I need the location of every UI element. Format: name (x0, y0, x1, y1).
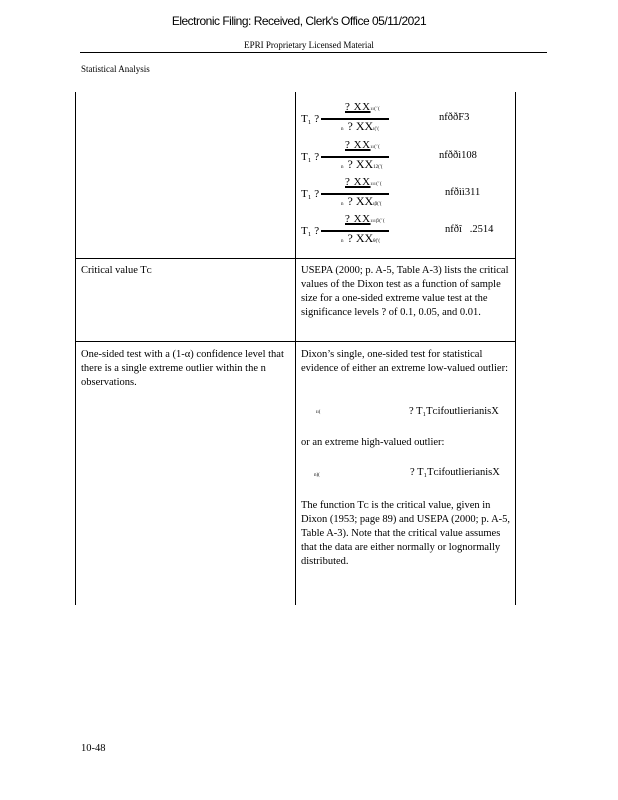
equation-lhs: T₁ ? (301, 188, 320, 200)
row-divider-1 (75, 258, 516, 259)
equation-result: nfðî .2514 (445, 224, 494, 235)
equation-lhs: T₁ ? (301, 225, 320, 237)
equation-numerator: ? XXıııβ(′( (345, 213, 386, 225)
ratio-equation-3 (301, 176, 511, 212)
equation-numerator: ? XXıı(′( (345, 139, 381, 151)
equation-denominator: n ? XX12(′( (341, 157, 383, 171)
table-left-border (75, 92, 76, 605)
equation-lhs: T₁ ? (301, 151, 320, 163)
equation-denominator: n ? XXθ(′( (341, 231, 380, 245)
high-outlier-formula-subscript: n)( (314, 473, 320, 478)
high-outlier-formula: ? T₁TᴄifoutlierianisX (410, 467, 500, 478)
critical-value-label: Critical value Tᴄ (81, 265, 152, 276)
equation-denominator: n ? XXı(′( (341, 119, 379, 133)
low-outlier-formula-subscript: ıı( (316, 410, 321, 415)
one-sided-test-intro: Dixon’s single, one-sided test for statistical evidence of either an extreme low-valued outlier: (301, 349, 508, 374)
one-sided-test-label: One-sided test with a (1-α) confidence level that there is a single extreme outlier within the n observations. (81, 349, 284, 388)
equation-result: nfððì108 (439, 150, 477, 161)
confidentiality-line: EPRI Proprietary Licensed Material (244, 40, 374, 50)
header-rule (80, 52, 547, 53)
row-divider-2 (75, 341, 516, 342)
filing-stamp: Electronic Filing: Received, Clerk's Office 05/11/2021 (171, 14, 427, 28)
section-title: Statistical Analysis (81, 64, 150, 74)
equation-result: nfððF3 (439, 112, 470, 123)
ratio-equation-2 (301, 139, 511, 175)
equation-result: nfðìì311 (445, 187, 481, 198)
ratio-equation-1 (301, 101, 511, 137)
critical-value-description: USEPA (2000; p. A-5, Table A-3) lists the critical values of the Dixon test as a function of sample size for a one-sided extreme value test at the significance levels ? of 0.1, 0.05, and 0.01. (301, 265, 509, 318)
table-middle-border (295, 92, 296, 605)
table-right-border (515, 92, 516, 605)
high-outlier-intro: or an extreme high-valued outlier: (301, 437, 445, 448)
page-number: 10-48 (81, 743, 106, 754)
ratio-equation-4 (301, 213, 511, 249)
equation-numerator: ? XXıı(′( (345, 101, 381, 113)
equation-lhs: T₁ ? (301, 113, 320, 125)
critical-value-note: The function Tᴄ is the critical value, given in Dixon (1953; page 89) and USEPA (2000; p. A-5, Table A-3). Note that the critical value assumes that the data are either normally or lognormally distributed. (301, 500, 511, 567)
low-outlier-formula: ? T₁TᴄifoutlierianisX (409, 406, 499, 417)
equation-numerator: ? XXııı(′( (345, 176, 383, 188)
equation-denominator: n ? XXıβ(′( (341, 194, 382, 208)
